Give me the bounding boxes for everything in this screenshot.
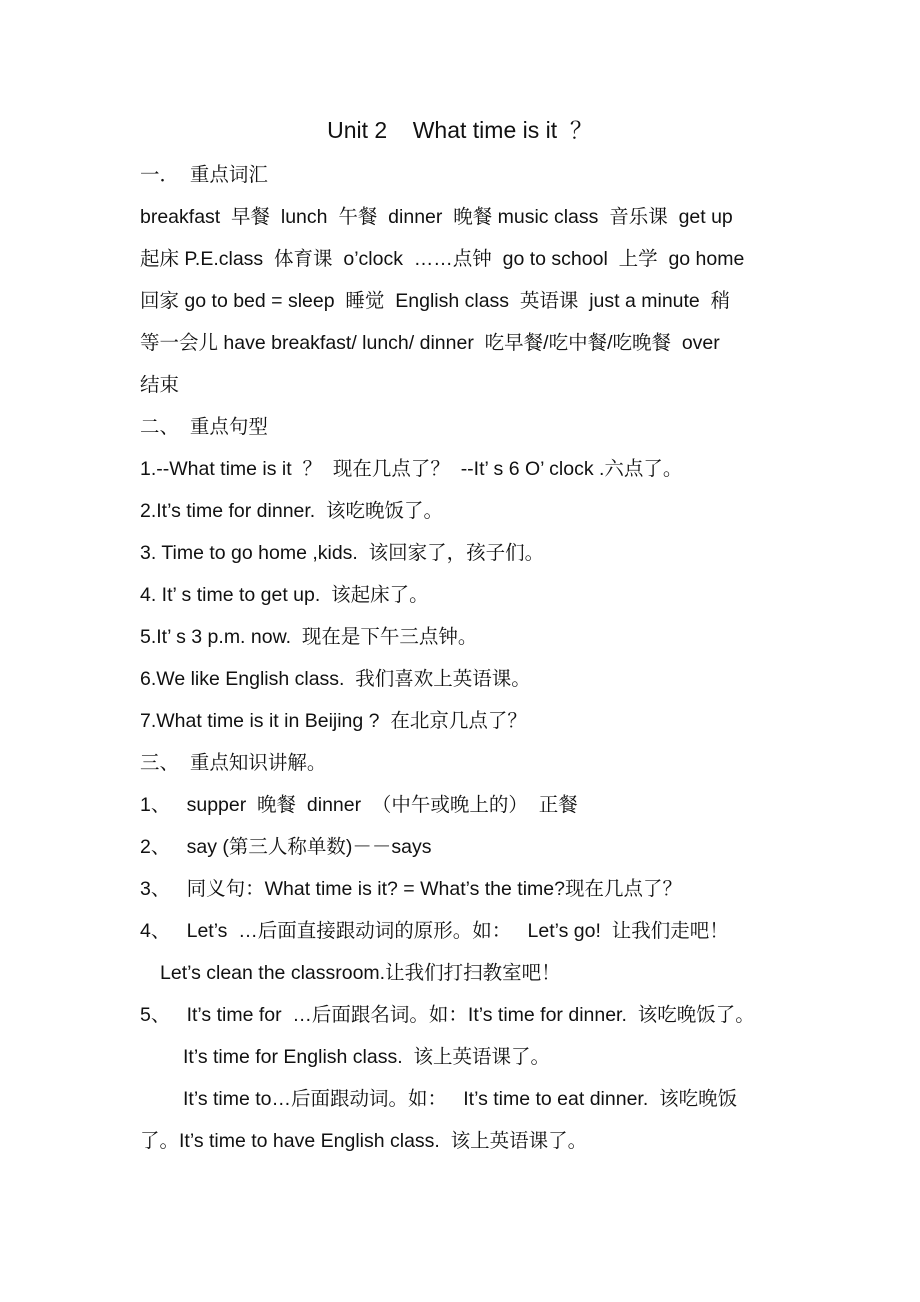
sentence-line: 3. Time to go home ,kids. 该回家了，孩子们。 xyxy=(140,542,545,564)
knowledge-line: 1、 supper 晚餐 dinner （中午或晚上的） 正餐 xyxy=(140,794,578,816)
vocab-line: 回家 go to bed = sleep 睡觉 English class 英语课 just a minute 稍 xyxy=(140,290,731,312)
sentence-line: 5.It’ s 3 p.m. now. 现在是下午三点钟。 xyxy=(140,626,478,648)
knowledge-line: 3、 同义句：What time is it? = What’s the time?现在几点了？ xyxy=(140,878,682,900)
sentence-line: 2.It’s time for dinner. 该吃晚饭了。 xyxy=(140,500,444,522)
knowledge-line: Let’s clean the classroom.让我们打扫教室吧！ xyxy=(160,962,561,984)
vocab-line: breakfast 早餐 lunch 午餐 dinner 晚餐 music class 音乐课 get up xyxy=(140,206,733,228)
vocab-line: 起床 P.E.class 体育课 o’clock ……点钟 go to school 上学 go home xyxy=(140,248,745,270)
section-heading-vocab: 一． 重点词汇 xyxy=(140,164,268,186)
knowledge-line: 2、 say (第三人称单数)－－says xyxy=(140,836,432,858)
sentence-line: 7.What time is it in Beijing ? 在北京几点了？ xyxy=(140,710,527,732)
knowledge-line: It’s time to…后面跟动词。如： It’s time to eat dinner. 该吃晚饭 xyxy=(183,1088,738,1110)
page-title: Unit 2 What time is it ？ xyxy=(327,117,593,143)
section-heading-sentences: 二、 重点句型 xyxy=(140,416,268,438)
knowledge-line: It’s time for English class. 该上英语课了。 xyxy=(183,1046,550,1068)
vocab-line: 结束 xyxy=(140,374,180,396)
sentence-line: 4. It’ s time to get up. 该起床了。 xyxy=(140,584,429,606)
vocab-line: 等一会儿 have breakfast/ lunch/ dinner 吃早餐/吃中餐/吃晚餐 over xyxy=(140,332,720,354)
sentence-line: 1.--What time is it ？ 现在几点了？ --It’ s 6 O’ clock .六点了。 xyxy=(140,458,683,480)
sentence-line: 6.We like English class. 我们喜欢上英语课。 xyxy=(140,668,531,690)
knowledge-line: 4、 Let’s …后面直接跟动词的原形。如： Let’s go! 让我们走吧！ xyxy=(140,920,729,942)
knowledge-line: 了。It’s time to have English class. 该上英语课了。 xyxy=(140,1130,588,1152)
knowledge-line: 5、 It’s time for …后面跟名词。如：It’s time for dinner. 该吃晚饭了。 xyxy=(140,1004,755,1026)
section-heading-knowledge: 三、 重点知识讲解。 xyxy=(140,752,327,774)
